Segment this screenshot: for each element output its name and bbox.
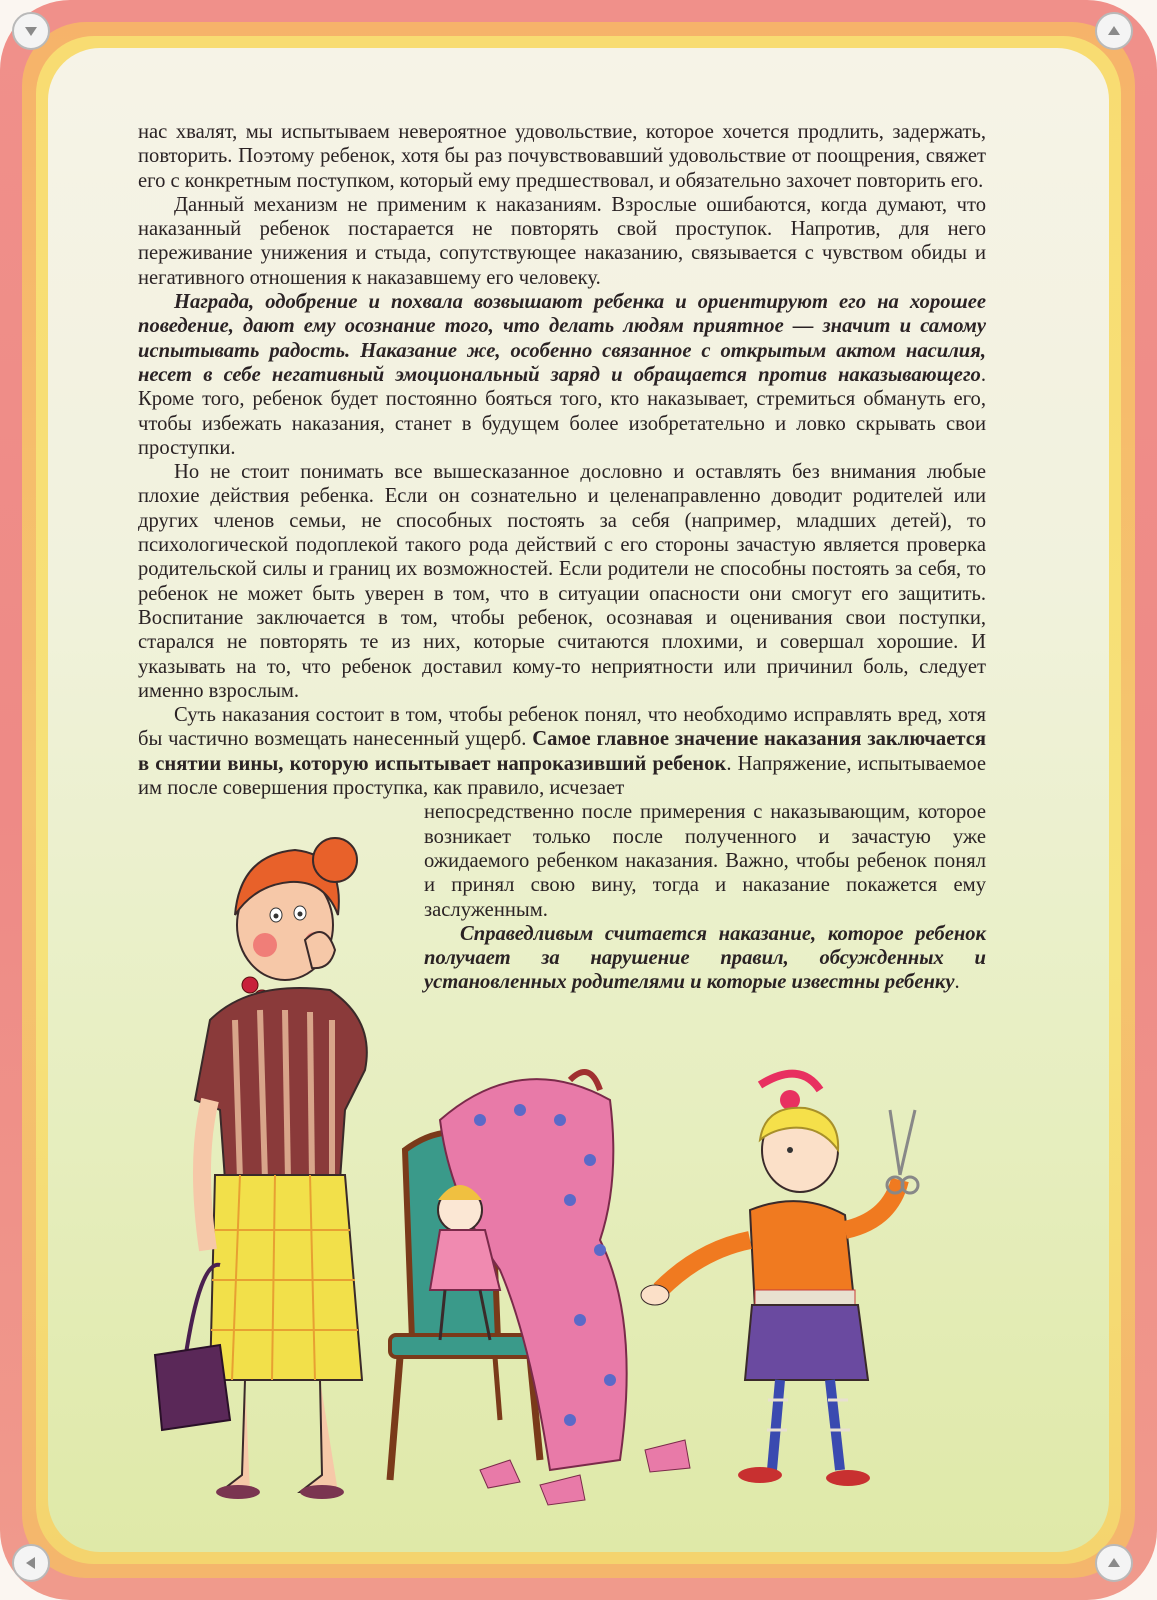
paragraph-3-rest: . Кроме того, ребенок будет постоянно бояться того, кто наказывает, стремиться обмануть его, чтобы избежать наказания, станет в будущем более изобретательно и ловко скрывать свои проступки. xyxy=(138,363,986,459)
corner-button-bottom-left[interactable] xyxy=(12,1544,50,1582)
paragraph-5 xyxy=(138,703,986,800)
paragraph-7-emphasis: Справедливым считается наказание, которое ребенок получает за нарушение правил, обсужденных и установленных родителями и которые известны ребенку xyxy=(424,922,986,994)
corner-button-top-right[interactable] xyxy=(1095,12,1133,50)
paragraph-6: непосредственно после примерения с наказывающим, которое возникает только после полученного и зачастую уже ожидаемого ребенком наказания. Важно, чтобы ребенок понял и принял свою вину, тогда и наказание покажется ему заслуженным. xyxy=(424,801,986,921)
paragraph-1: нас хвалят, мы испытываем невероятное удовольствие, которое хочется продлить, задержать, повторить. Поэтому ребенок, хотя бы раз почувствовавший удовольствие от поощрения, свяжет его с конкретным поступком, который ему предшествовал, и обязательно захочет повторить его. xyxy=(138,121,986,192)
paragraph-7-end: . xyxy=(954,971,960,994)
corner-button-bottom-right[interactable] xyxy=(1095,1544,1133,1582)
paragraph-5-end: . Напряжение, испытываемое им после совершения проступка, как правило, исчезает xyxy=(138,752,986,800)
illustration-mother-and-girl xyxy=(100,820,1000,1520)
triangle-up-icon xyxy=(1105,1554,1123,1572)
paragraph-3 xyxy=(138,290,986,460)
girl-figure xyxy=(641,1074,918,1486)
triangle-down-icon xyxy=(22,22,40,40)
triangle-up-icon xyxy=(1105,22,1123,40)
woman-figure xyxy=(155,838,367,1499)
paragraph-4: Но не стоит понимать все вышесказанное дословно и оставлять без внимания любые плохие действия ребенка. Если он сознательно и целенаправленно доводит родителей или других членов семьи, не способных постоять за себя (например, младших детей), то психологической подоплекой такого рода действий с его стороны зачастую является проверка родительской силы и границ их возможностей. Если родители не способны постоять за себя, то ребенок не может быть уверен в том, что в ситуации опасности они смогут его защитить. Воспитание заключается в том, чтобы ребенок, осознавая и оценивания свои поступки, старался не повторять те из них, которые считаются плохими, и совершал хорошие. И указывать на то, что ребенок доставил кому-то неприятности или причинил боль, следует именно взрослым. xyxy=(138,461,986,702)
corner-button-top-left[interactable] xyxy=(12,12,50,50)
paragraph-5-emphasis: Самое главное значение наказания заключается в снятии вины, которую испытывает напроказивший ребенок xyxy=(138,728,986,775)
paragraph-5-start: Суть наказания состоит в том, чтобы ребенок понял, что необходимо исправлять вред, хотя бы частично возмещать нанесенный ущерб. xyxy=(138,704,986,751)
paragraph-2: Данный механизм не применим к наказаниям. Взрослые ошибаются, когда думают, что наказанный ребенок постарается не повторять свой проступок. Напротив, для него переживание унижения и стыда, сопутствующее наказанию, связывается с чувством обиды и негативного отношения к наказавшему его человеку. xyxy=(138,193,986,289)
triangle-left-icon xyxy=(22,1554,40,1572)
paragraph-3-emphasis: Награда, одобрение и похвала возвышают ребенка и ориентируют его на хорошее поведение, дают ему осознание того, что делать людям приятное — значит и самому испытывать радость. Наказание же, особенно связанное с открытым актом насилия, несет в себе негативный эмоциональный заряд и обращается против наказывающего xyxy=(138,291,986,386)
